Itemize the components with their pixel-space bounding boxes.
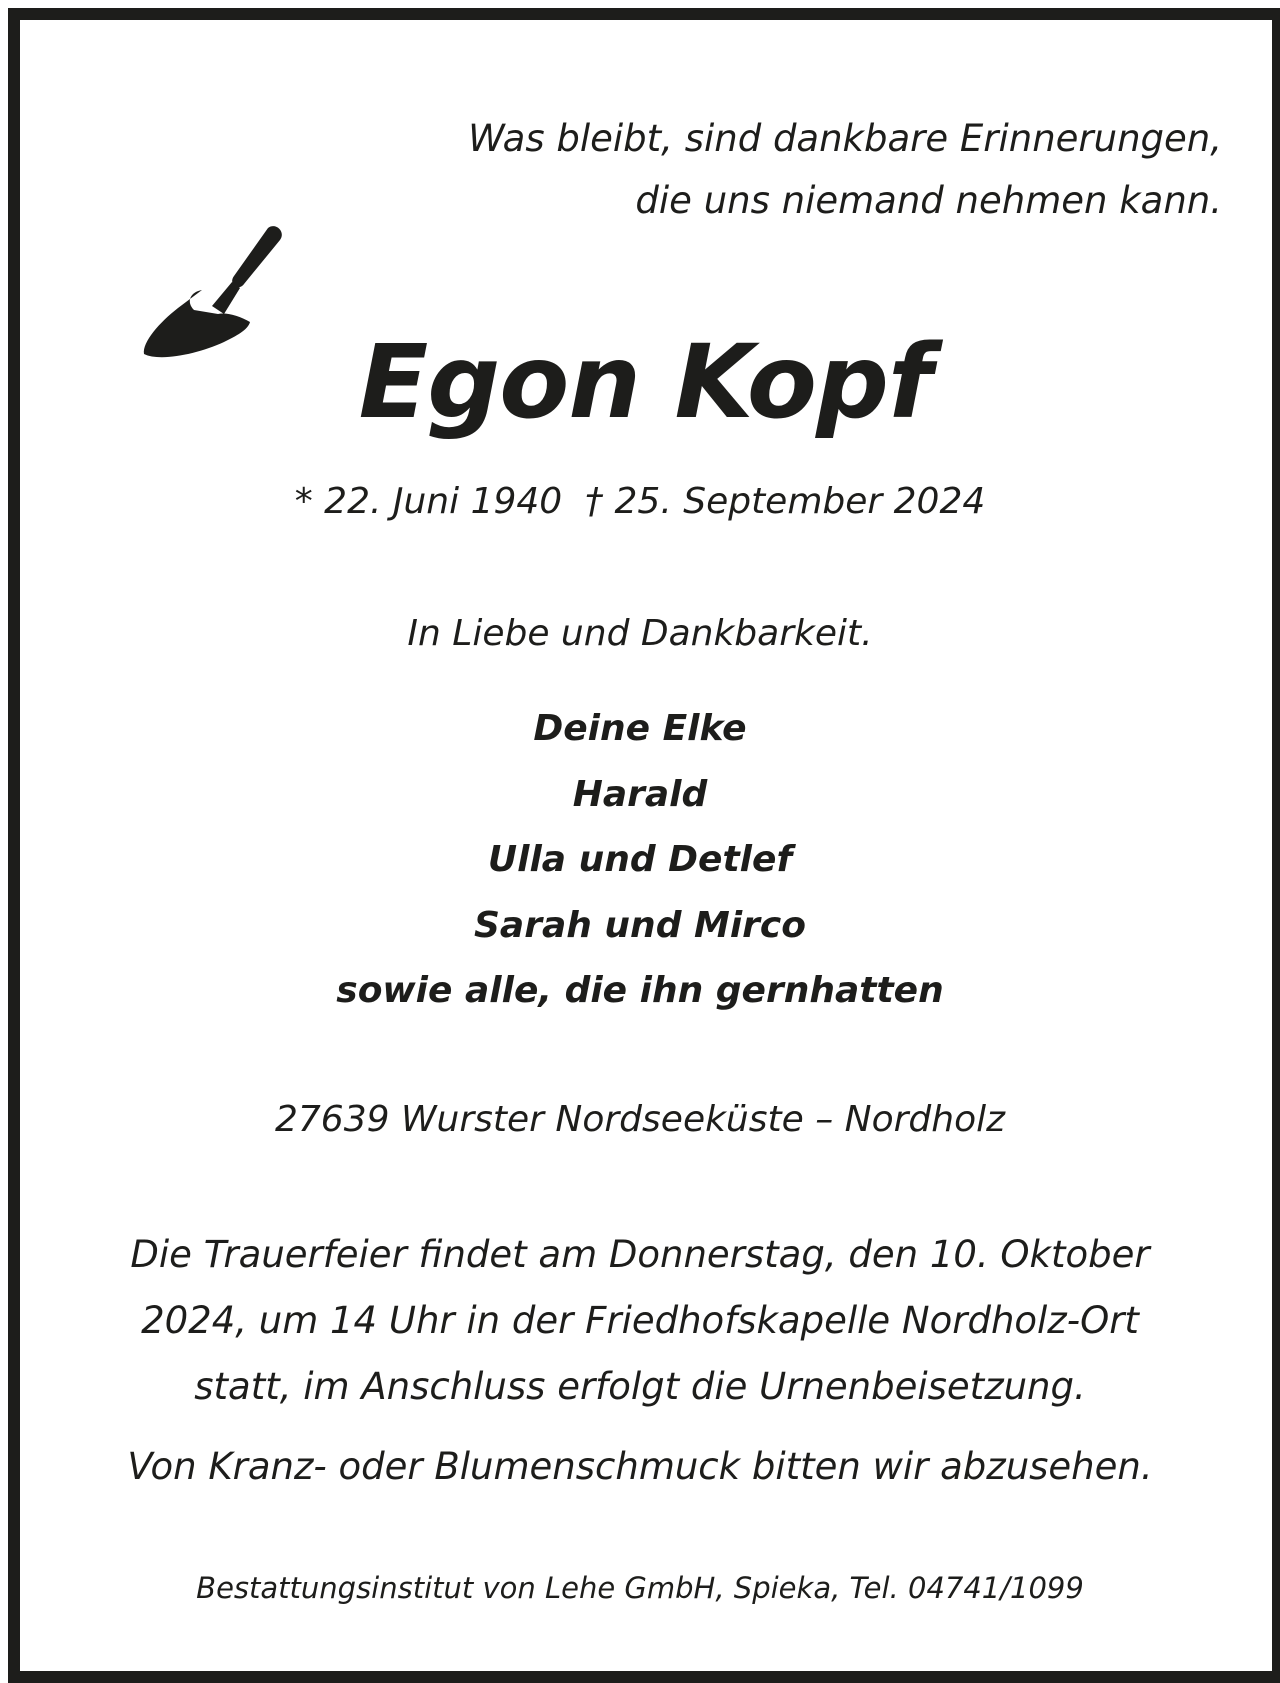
place-line: 27639 Wurster Nordseeküste – Nordholz — [274, 1099, 1006, 1140]
flowers-note: Von Kranz- oder Blumenschmuck bitten wir abzusehen. — [127, 1445, 1153, 1488]
life-dates: * 22. Juni 1940 † 25. September 2024 — [294, 481, 986, 522]
mourner-line: Deine Elke — [533, 708, 747, 749]
mourner-line: Harald — [572, 773, 708, 815]
undertaker-info: Bestattungsinstitut von Lehe GmbH, Spieka, Tel. 04741/1099 — [196, 1571, 1084, 1605]
ceremony-line: Die Trauerfeier findet am Donnerstag, den 10. Oktober — [130, 1233, 1150, 1276]
mourner-line: Sarah und Mirco — [474, 904, 806, 946]
ceremony-line: 2024, um 14 Uhr in der Friedhofskapelle Nordholz-Ort — [141, 1299, 1139, 1342]
mourner-line: sowie alle, die ihn gernhatten — [336, 970, 944, 1011]
mourner-line: Ulla und Detlef — [487, 839, 793, 880]
quote-line: Was bleibt, sind dankbare Erinnerungen, — [468, 117, 1222, 160]
ceremony-line: statt, im Anschluss erfolgt die Urnenbeisetzung. — [194, 1365, 1086, 1408]
dedication-text: In Liebe und Dankbarkeit. — [407, 613, 873, 654]
deceased-name: Egon Kopf — [358, 323, 932, 442]
quote-line: die uns niemand nehmen kann. — [635, 179, 1222, 222]
memorial-quote — [468, 108, 1222, 232]
mourners-list — [0, 696, 1280, 1024]
ceremony-details — [0, 1222, 1280, 1420]
